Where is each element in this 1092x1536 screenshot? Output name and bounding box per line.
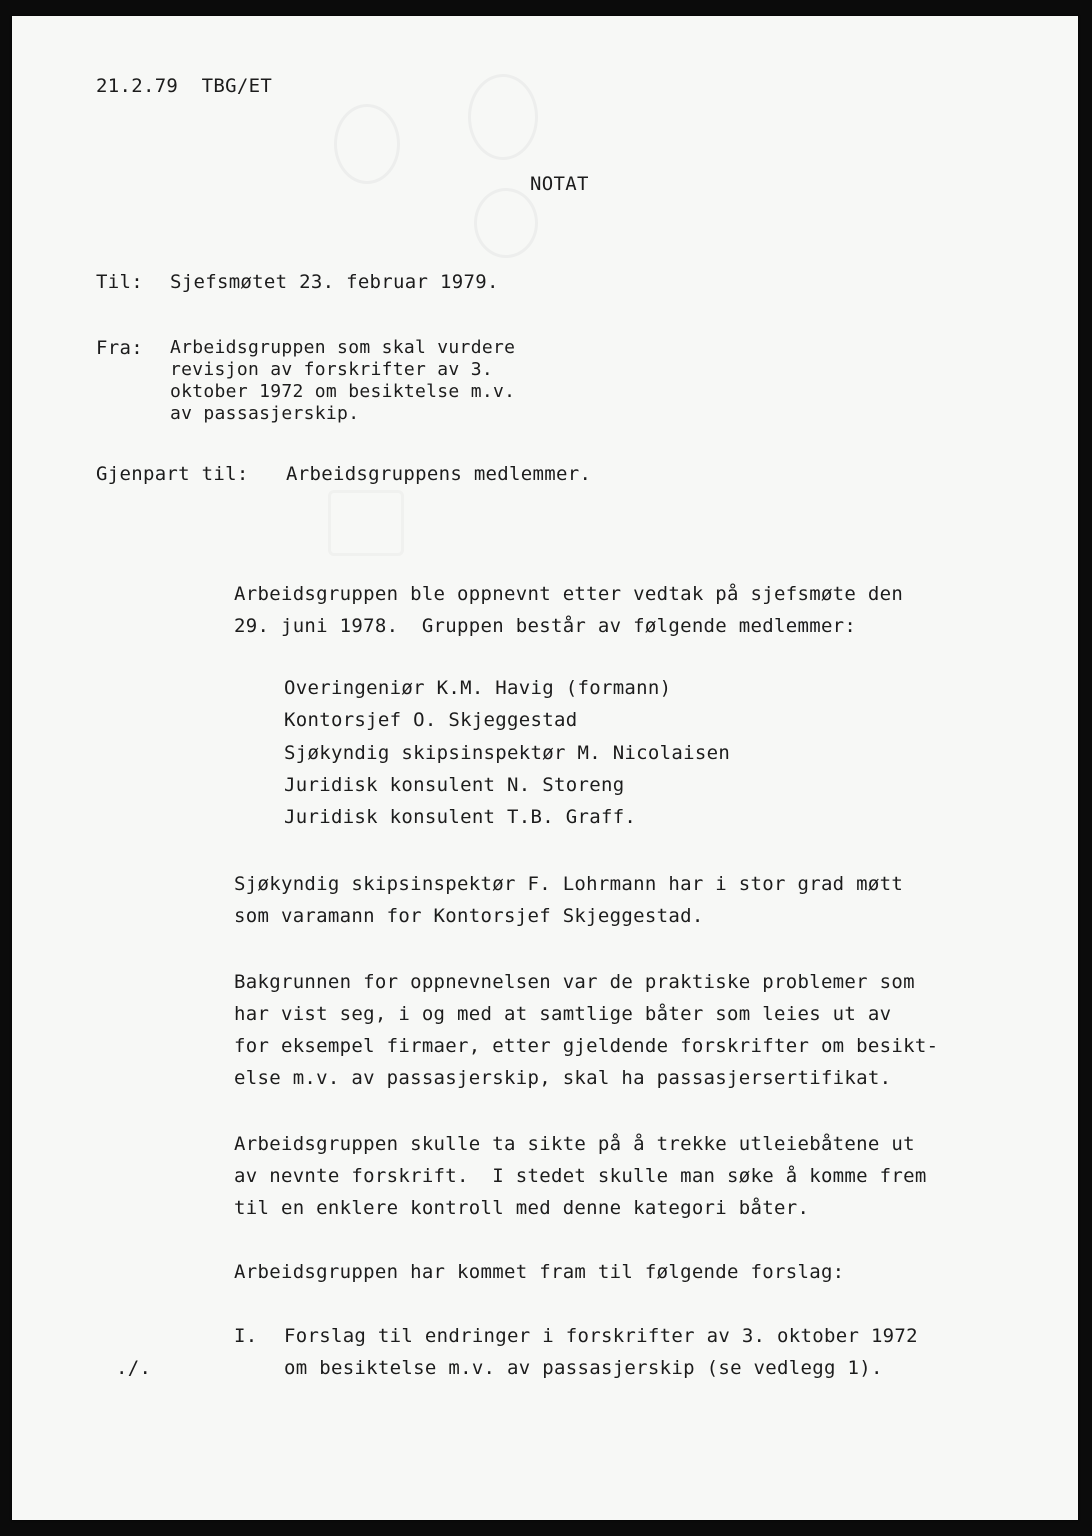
list-item-line: Forslag til endringer i forskrifter av 3. oktober 1972 — [284, 1325, 918, 1347]
member-item: Sjøkyndig skipsinspektør M. Nicolaisen — [284, 742, 731, 764]
paragraph-line: for eksempel firmaer, etter gjeldende forskrifter om besikt- — [234, 1035, 939, 1057]
paragraph-line: til en enklere kontroll med denne kategori båter. — [234, 1197, 810, 1219]
to-label: Til: — [96, 271, 143, 293]
memo-text — [12, 16, 1078, 1520]
paragraph-line: Arbeidsgruppen skulle ta sikte på å trekke utleiebåtene ut — [234, 1133, 915, 1155]
list-number: I. — [234, 1325, 258, 1347]
margin-mark: ./. — [116, 1357, 152, 1379]
member-item: Overingeniør K.M. Havig (formann) — [284, 677, 672, 699]
paragraph-line: Bakgrunnen for oppnevnelsen var de praktiske problemer som — [234, 971, 915, 993]
from-line: revisjon av forskrifter av 3. — [170, 359, 493, 380]
paragraph-line: som varamann for Kontorsjef Skjeggestad. — [234, 905, 704, 927]
member-item: Juridisk konsulent T.B. Graff. — [284, 806, 637, 828]
paragraph-line: 29. juni 1978. Gruppen består av følgende medlemmer: — [234, 615, 857, 637]
document-page — [12, 16, 1078, 1520]
member-item: Kontorsjef O. Skjeggestad — [284, 709, 578, 731]
list-item-line: om besiktelse m.v. av passasjerskip (se vedlegg 1). — [284, 1357, 883, 1379]
paragraph-line: Arbeidsgruppen har kommet fram til følgende forslag: — [234, 1261, 845, 1283]
paragraph-line: Sjøkyndig skipsinspektør F. Lohrmann har i stor grad møtt — [234, 873, 904, 895]
date-reference: 21.2.79 TBG/ET — [96, 75, 273, 97]
from-line: av passasjerskip. — [170, 403, 360, 424]
memo-title: NOTAT — [530, 173, 589, 195]
paragraph-line: har vist seg, i og med at samtlige båter som leies ut av — [234, 1003, 892, 1025]
copy-to-value: Arbeidsgruppens medlemmer. — [286, 463, 592, 485]
paragraph-line: av nevnte forskrift. I stedet skulle man søke å komme frem — [234, 1165, 927, 1187]
from-label: Fra: — [96, 337, 143, 359]
paragraph-line: else m.v. av passasjerskip, skal ha passasjersertifikat. — [234, 1067, 892, 1089]
from-line: oktober 1972 om besiktelse m.v. — [170, 381, 516, 402]
paragraph-line: Arbeidsgruppen ble oppnevnt etter vedtak på sjefsmøte den — [234, 583, 904, 605]
to-value: Sjefsmøtet 23. februar 1979. — [170, 271, 499, 293]
copy-to-label: Gjenpart til: — [96, 463, 249, 485]
member-item: Juridisk konsulent N. Storeng — [284, 774, 625, 796]
from-line: Arbeidsgruppen som skal vurdere — [170, 337, 516, 358]
